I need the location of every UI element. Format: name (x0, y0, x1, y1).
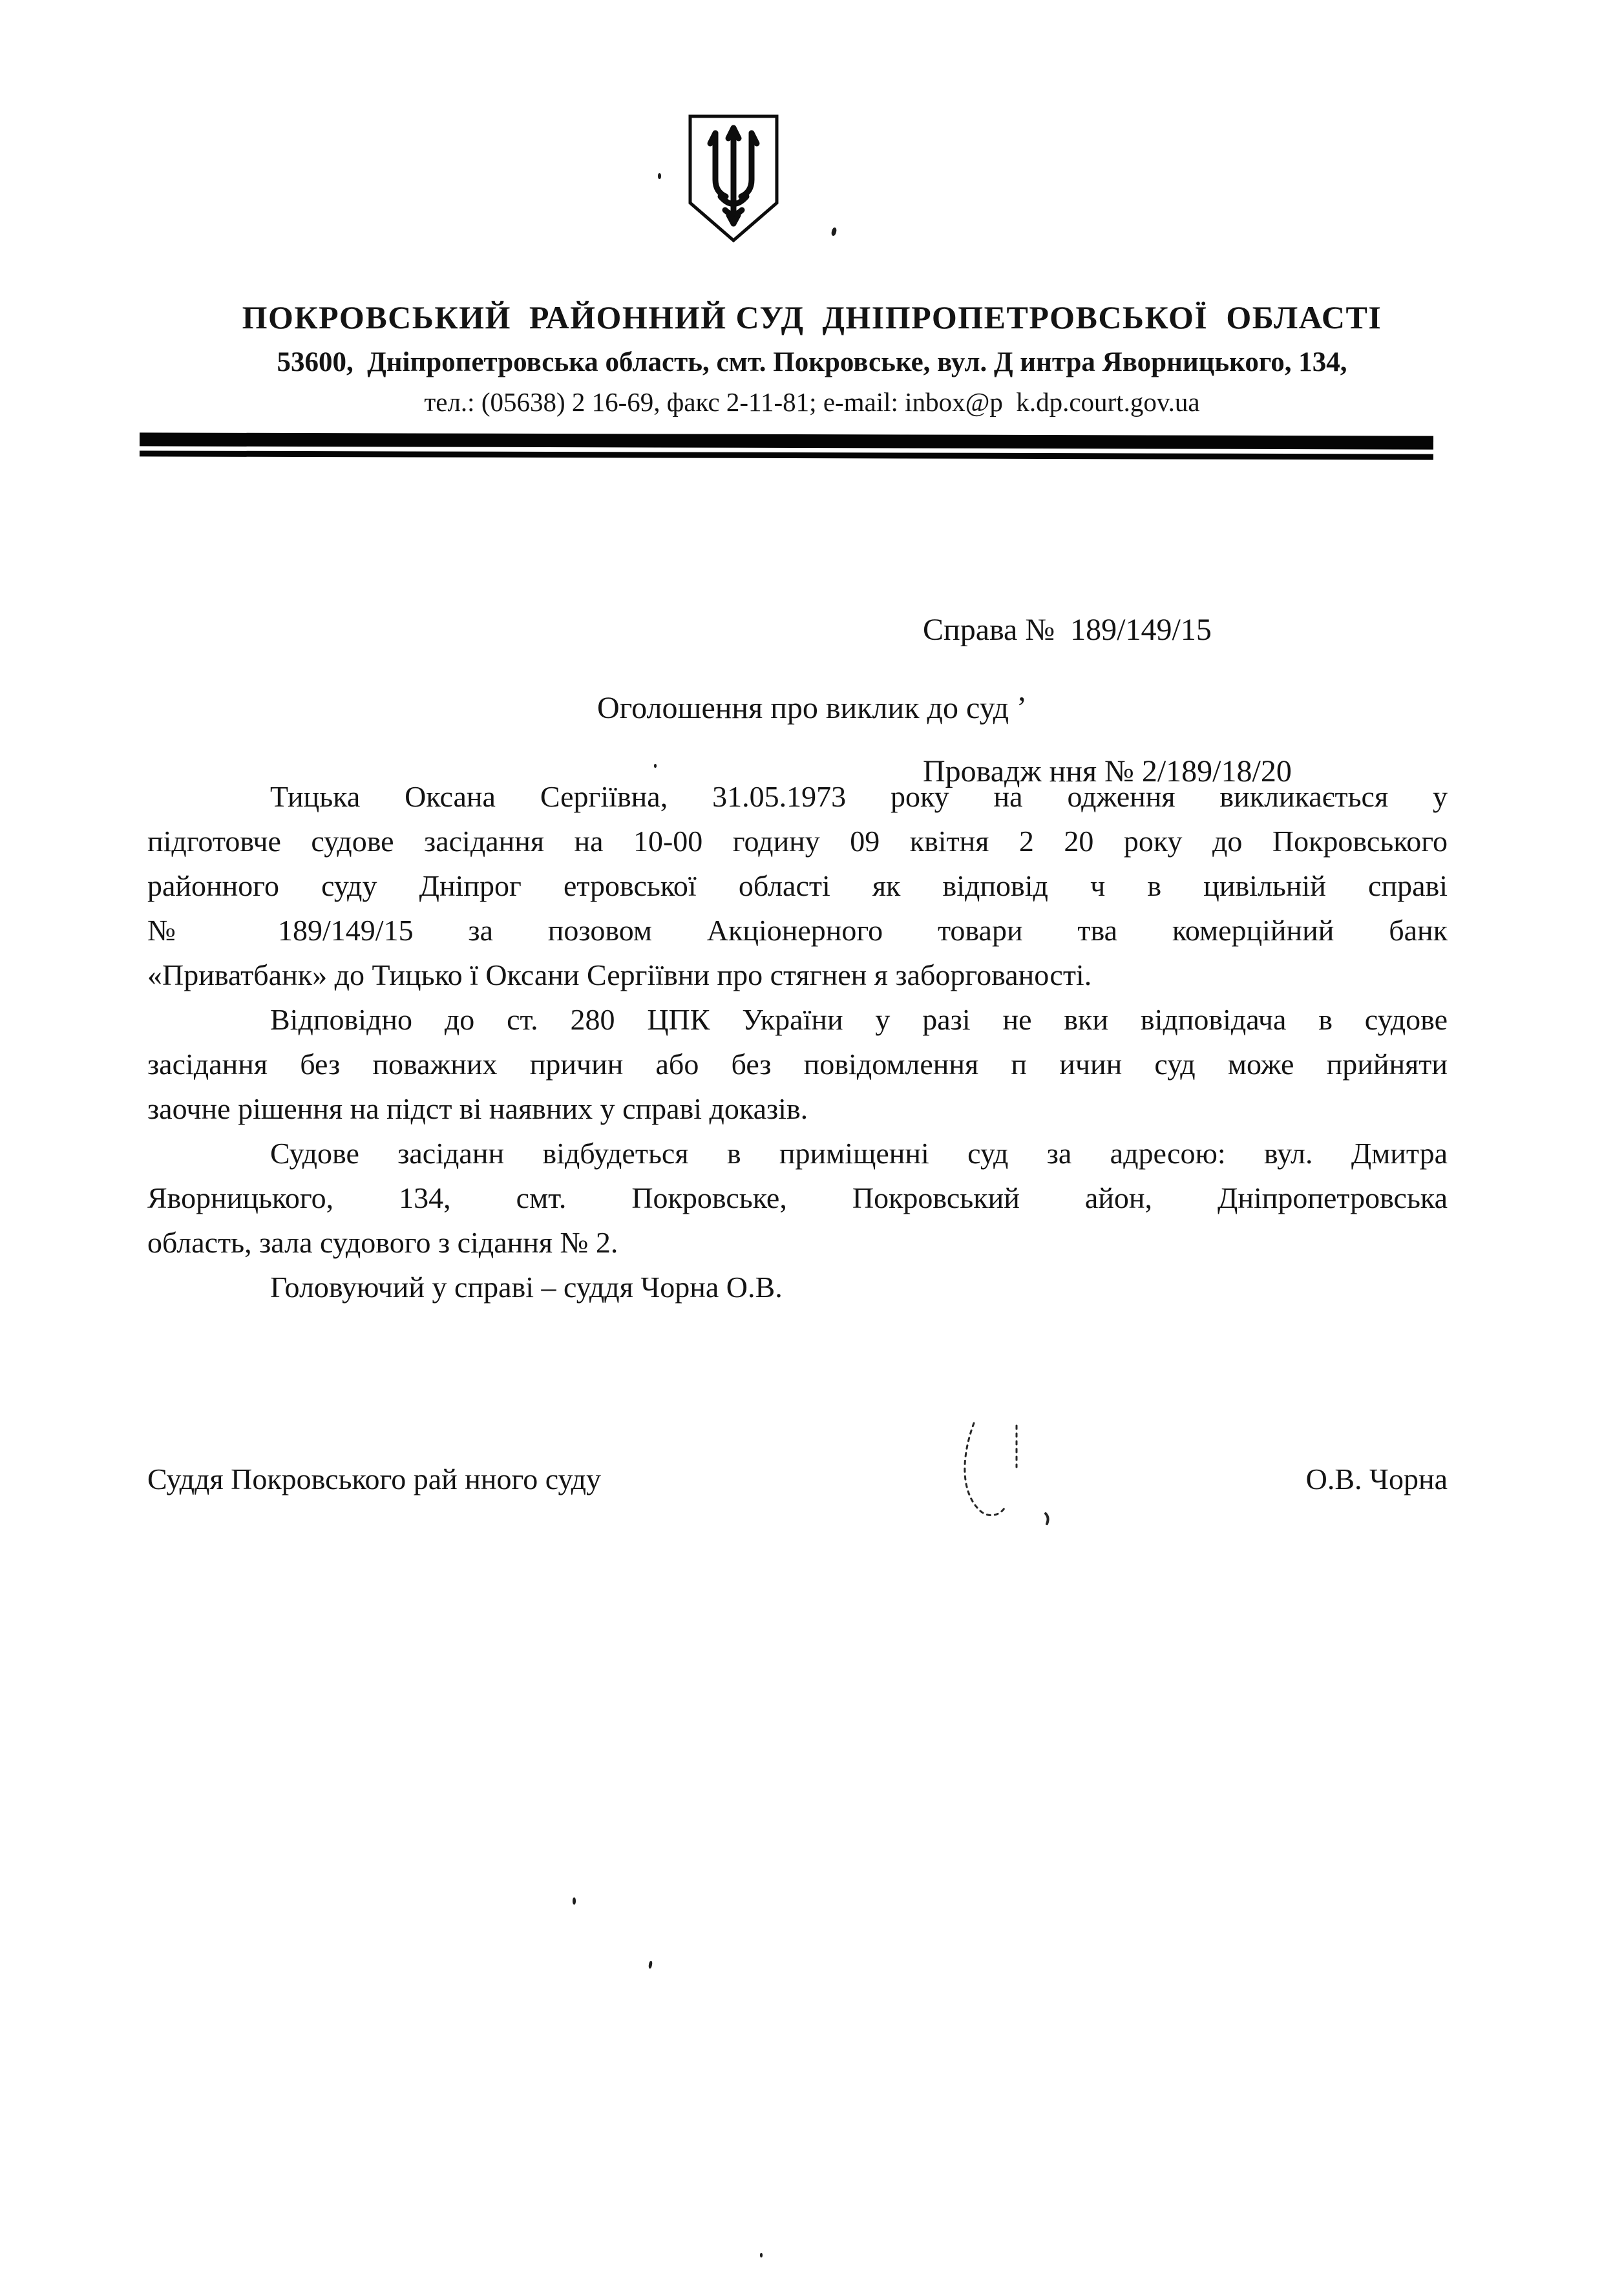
signer-name: О.В. Чорна (1305, 1463, 1448, 1495)
body-line: область, зала судового з сідання № 2. (147, 1226, 618, 1259)
ink-speck (831, 227, 838, 236)
body-line: Судове засіданн відбудеться в приміщенні суд за адресою: вул. Дмитра (270, 1137, 1448, 1170)
ink-speck (573, 1897, 576, 1905)
document-title: Оголошення про виклик до суд ʼ (597, 691, 1027, 725)
handwritten-signature-mark (940, 1417, 1108, 1559)
body-line: Яворницького, 134, смт. Покровське, Покровський айон, Дніпропетровська (147, 1181, 1448, 1214)
body-line: Відповідно до ст. 280 ЦПК України у разі не вки відповідача в судове (270, 1003, 1448, 1036)
court-contacts-line: тел.: (05638) 2 16-69, факс 2-11-81; e-mail: inbox@p k.dp.court.gov.ua (424, 387, 1200, 417)
body-line: Тицька Оксана Сергіївна, 31.05.1973 року на одження викликається у (270, 780, 1448, 813)
signer-position: Суддя Покровського рай нного суду (147, 1463, 602, 1495)
case-number: Справа № 189/149/15 (923, 613, 1212, 647)
body-line: заочне рішення на підст ві наявних у справі доказів. (147, 1092, 808, 1125)
body-line: підготовче судове засідання на 10-00 годину 09 квітня 2 20 року до Покровського (147, 825, 1448, 858)
ink-speck (648, 1961, 653, 1969)
signature-row (147, 1462, 1448, 1496)
ink-speck (658, 173, 661, 179)
proceeding-number: Провадж ння № 2/189/18/20 (923, 754, 1292, 788)
divider-thick-bar (140, 432, 1433, 449)
body-line: засідання без поважних причин або без повідомлення п ичин суд може прийняти (147, 1048, 1448, 1081)
court-address-line: 53600, Дніпропетровська область, смт. Покровське, вул. Д интра Яворницького, 134, (277, 347, 1347, 377)
document-body (147, 774, 1448, 1309)
body-line: районного суду Дніпрог етровської області як відповід ч в цивільній справі (147, 869, 1448, 902)
body-line: «Приватбанк» до Тицько ї Оксани Сергіївни про стягнен я заборгованості. (147, 958, 1092, 991)
ukraine-trident-emblem-icon (685, 114, 782, 243)
letterhead-divider (140, 432, 1433, 460)
ink-speck (654, 764, 657, 768)
ink-speck (760, 2253, 763, 2257)
court-name-heading: ПОКРОВСЬКИЙ РАЙОННИЙ СУД ДНІПРОПЕТРОВСЬКОЇ ОБЛАСТІ (242, 299, 1382, 335)
divider-thin-bar (140, 450, 1433, 460)
body-line: Головуючий у справі – суддя Чорна О.В. (270, 1271, 783, 1304)
body-line: № 189/149/15 за позовом Акціонерного товари тва комерційний банк (147, 914, 1448, 947)
